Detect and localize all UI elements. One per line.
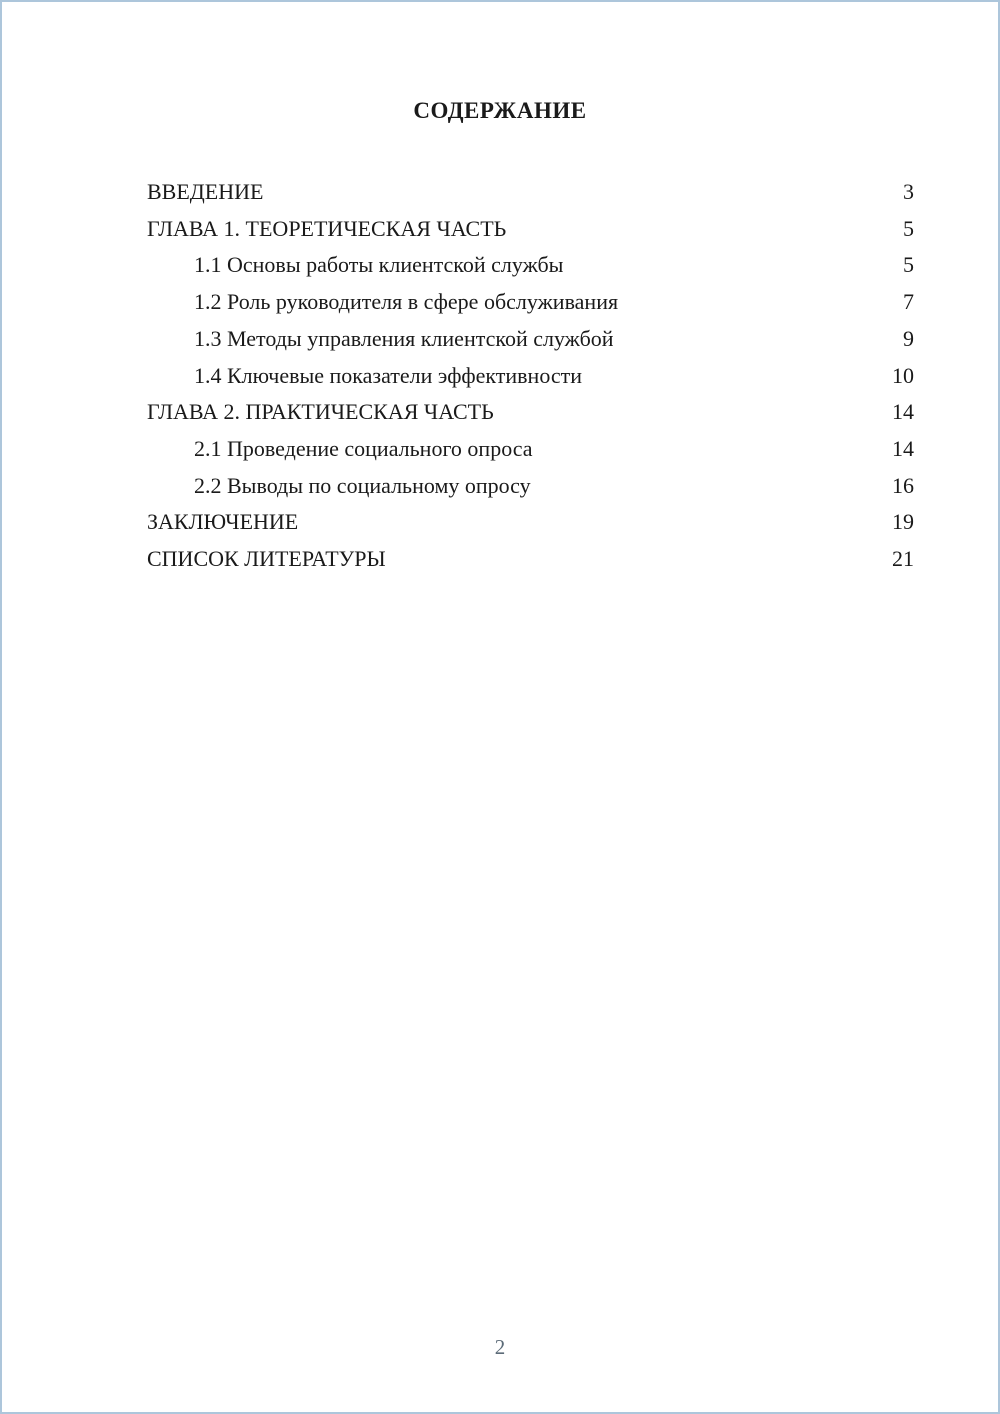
toc-entry-label: 1.2 Роль руководителя в сфере обслуживания (194, 289, 619, 315)
toc-entry-label: 1.3 Методы управления клиентской службой (194, 325, 614, 351)
toc-entry-page-number: 14 (892, 435, 914, 461)
toc-list (147, 174, 914, 578)
toc-entry-label: ГЛАВА 1. ТЕОРЕТИЧЕСКАЯ ЧАСТЬ (147, 215, 507, 241)
toc-entry-page-number: 16 (892, 472, 914, 498)
toc-entry-page-number: 5 (903, 252, 914, 278)
toc-entry-page-number: 7 (903, 289, 914, 315)
toc-entry-label: 2.1 Проведение социального опроса (194, 435, 533, 461)
toc-entry (147, 504, 914, 541)
toc-entry (147, 468, 914, 505)
toc-entry-label: ВВЕДЕНИЕ (147, 179, 264, 204)
toc-entry-label: ЗАКЛЮЧЕНИЕ (147, 509, 299, 535)
toc-entry-label: 2.2 Выводы по социальному опросу (194, 472, 531, 498)
toc-entry-page-number: 19 (892, 509, 914, 535)
page-number: 2 (494, 1335, 506, 1359)
toc-entry-page-number: 14 (892, 399, 914, 425)
toc-entry (147, 394, 914, 431)
toc-entry (147, 211, 914, 248)
toc-entry (147, 247, 914, 284)
toc-entry-label: 1.4 Ключевые показатели эффективности (194, 362, 583, 388)
toc-entry (147, 358, 914, 395)
toc-entry-label: СПИСОК ЛИТЕРАТУРЫ (147, 546, 386, 572)
toc-entry (147, 541, 914, 578)
toc-entry-label: 1.1 Основы работы клиентской службы (194, 252, 564, 278)
toc-entry-page-number: 21 (892, 546, 914, 572)
toc-entry-page-number: 3 (903, 179, 914, 204)
toc-entry-page-number: 10 (892, 362, 914, 388)
toc-entry-page-number: 5 (903, 215, 914, 241)
toc-entry (147, 284, 914, 321)
toc-entry (147, 321, 914, 358)
page-title: СОДЕРЖАНИЕ (413, 98, 587, 123)
toc-entry (147, 174, 914, 211)
toc-entry-label: ГЛАВА 2. ПРАКТИЧЕСКАЯ ЧАСТЬ (147, 399, 494, 425)
toc-entry (147, 431, 914, 468)
toc-entry-page-number: 9 (903, 325, 914, 351)
